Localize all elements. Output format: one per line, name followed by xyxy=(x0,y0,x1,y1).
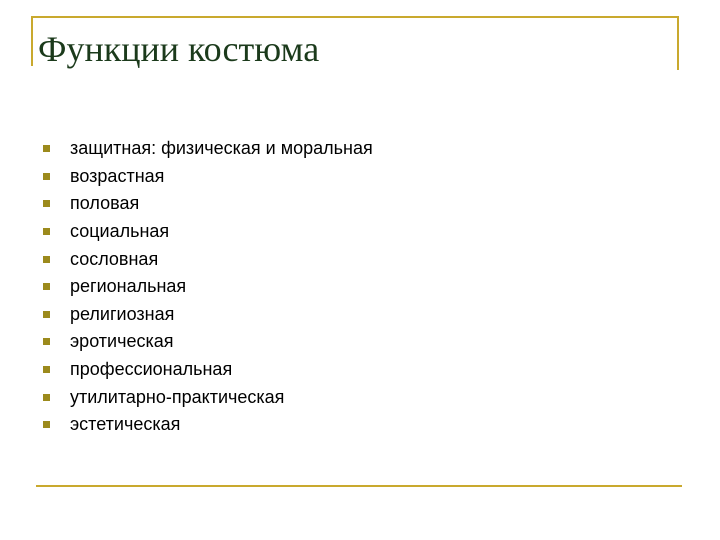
list-item-text: социальная xyxy=(70,221,170,242)
frame-top-line xyxy=(32,16,678,18)
frame-right-line xyxy=(677,16,679,70)
slide-title: Функции костюма xyxy=(38,29,320,69)
square-bullet-icon xyxy=(43,421,50,428)
square-bullet-icon xyxy=(43,283,50,290)
list-item xyxy=(40,383,373,411)
list-item xyxy=(40,163,373,191)
list-item xyxy=(40,245,373,273)
list-item-text: возрастная xyxy=(70,165,165,186)
list-item-text: эротическая xyxy=(70,331,174,352)
list-item xyxy=(40,328,373,356)
list-item xyxy=(40,190,373,218)
square-bullet-icon xyxy=(43,311,50,318)
functions-list xyxy=(40,135,373,439)
list-item xyxy=(40,218,373,246)
list-item xyxy=(40,301,373,329)
list-item-text: утилитарно-практическая xyxy=(70,386,285,407)
square-bullet-icon xyxy=(43,338,50,345)
square-bullet-icon xyxy=(43,256,50,263)
list-item xyxy=(40,411,373,439)
square-bullet-icon xyxy=(43,366,50,373)
square-bullet-icon xyxy=(43,173,50,180)
frame-left-line xyxy=(31,16,33,66)
list-item-text: региональная xyxy=(70,276,187,297)
list-item-text: профессиональная xyxy=(70,359,233,380)
list-item xyxy=(40,356,373,384)
list-item-text: защитная: физическая и моральная xyxy=(70,138,373,159)
list-item-text: половая xyxy=(70,193,140,214)
square-bullet-icon xyxy=(43,228,50,235)
square-bullet-icon xyxy=(43,145,50,152)
frame-bottom-line xyxy=(36,485,682,487)
square-bullet-icon xyxy=(43,394,50,401)
list-item-text: эстетическая xyxy=(70,414,181,435)
list-item xyxy=(40,273,373,301)
list-item-text: сословная xyxy=(70,248,159,269)
square-bullet-icon xyxy=(43,200,50,207)
list-item xyxy=(40,135,373,163)
list-item-text: религиозная xyxy=(70,303,175,324)
